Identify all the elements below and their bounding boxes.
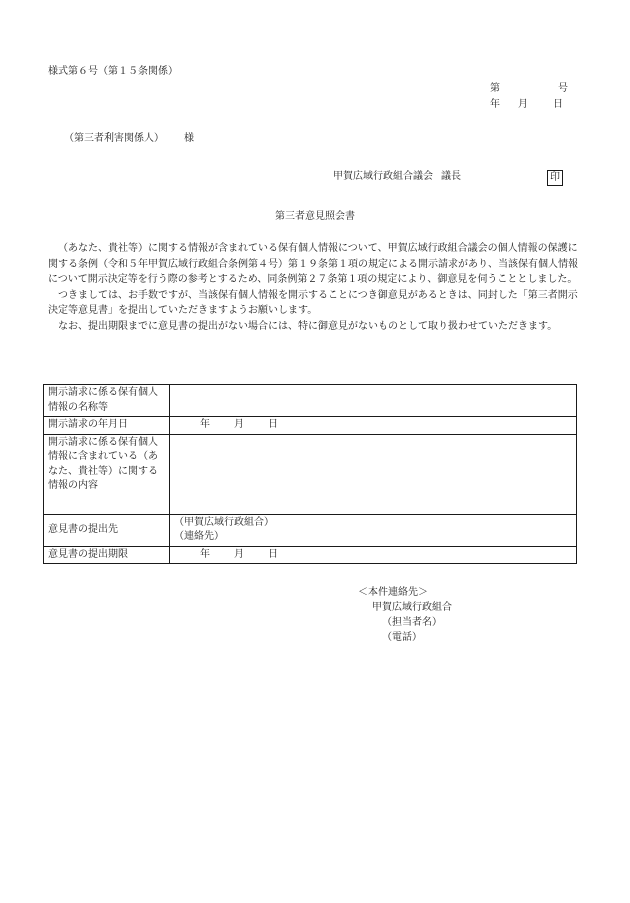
form-number: 様式第６号（第１５条関係）: [48, 66, 178, 77]
destination-contact: （連絡先）: [174, 531, 224, 542]
recipient-honorific: 様: [184, 133, 194, 144]
document-title: 第三者意見照会書: [275, 211, 355, 222]
seal-mark: 印: [547, 170, 563, 186]
contact-heading: ＜本件連絡先＞: [358, 587, 428, 598]
contact-person: （担当者名）: [382, 617, 442, 628]
date-month: 月: [518, 99, 528, 110]
row-label: 開示請求の年月日: [44, 417, 170, 435]
recipient: [64, 132, 194, 146]
row-label: 意見書の提出期限: [44, 546, 170, 564]
doc-number-suffix: 号: [558, 83, 568, 94]
sender-role: 議長: [441, 171, 461, 182]
doc-number-label: 第: [490, 83, 500, 94]
date-year: 年: [490, 99, 500, 110]
sender: [333, 170, 461, 184]
row-value: [170, 434, 577, 514]
deadline-month: 月: [234, 548, 244, 560]
row-label: 開示請求に係る保有個人情報に含まれている（あなた、貴社等）に関する情報の内容: [44, 434, 170, 514]
body-paragraph: つきましては、お手数ですが、当該保有個人情報を開示することにつき御意見があるときは、同封した「第三者開示決定等意見書」を提出していただきますようお願いします。: [48, 289, 578, 317]
row-value: [170, 385, 577, 417]
recipient-name: （第三者利害関係人）: [64, 133, 164, 144]
sender-organization: 甲賀広域行政組合議会: [333, 171, 433, 182]
contact-block: [358, 585, 452, 645]
body-paragraph: なお、提出期限までに意見書の提出がない場合には、特に御意見がないものとして取り扱わせていただきます。: [58, 320, 558, 332]
table-row: [44, 417, 577, 435]
table-row: [44, 514, 577, 546]
submission-destination: [170, 514, 577, 546]
table-row: [44, 546, 577, 564]
contact-organization: 甲賀広域行政組合: [372, 602, 452, 613]
info-table: [43, 384, 577, 564]
body-text: [48, 241, 580, 335]
row-label: 開示請求に係る保有個人情報の名称等: [44, 385, 170, 417]
destination-org: （甲賀広域行政組合）: [174, 516, 274, 528]
document-date: [490, 98, 563, 112]
request-date-value: [170, 417, 577, 435]
date-day: 日: [553, 99, 563, 110]
table-row: [44, 385, 577, 417]
document-number: [490, 82, 568, 96]
request-day: 日: [268, 419, 278, 430]
contact-phone: （電話）: [382, 632, 422, 643]
deadline-day: 日: [268, 548, 278, 560]
request-month: 月: [234, 419, 244, 430]
request-year: 年: [200, 419, 210, 430]
deadline-year: 年: [200, 548, 210, 560]
row-label: 意見書の提出先: [44, 514, 170, 546]
table-row: [44, 434, 577, 514]
deadline-date-value: [170, 546, 577, 564]
body-paragraph: （あなた、貴社等）に関する情報が含まれている保有個人情報について、甲賀広域行政組合議会の個人情報の保護に関する条例（令和５年甲賀広域行政組合条例第４号）第１９条第１項の規定による開示請求があり、当該保有個人情報について開示決定等を行う際の参考とするため、同条例第２７条第１項の規定により、御意見を伺うこととしました。: [48, 243, 578, 286]
